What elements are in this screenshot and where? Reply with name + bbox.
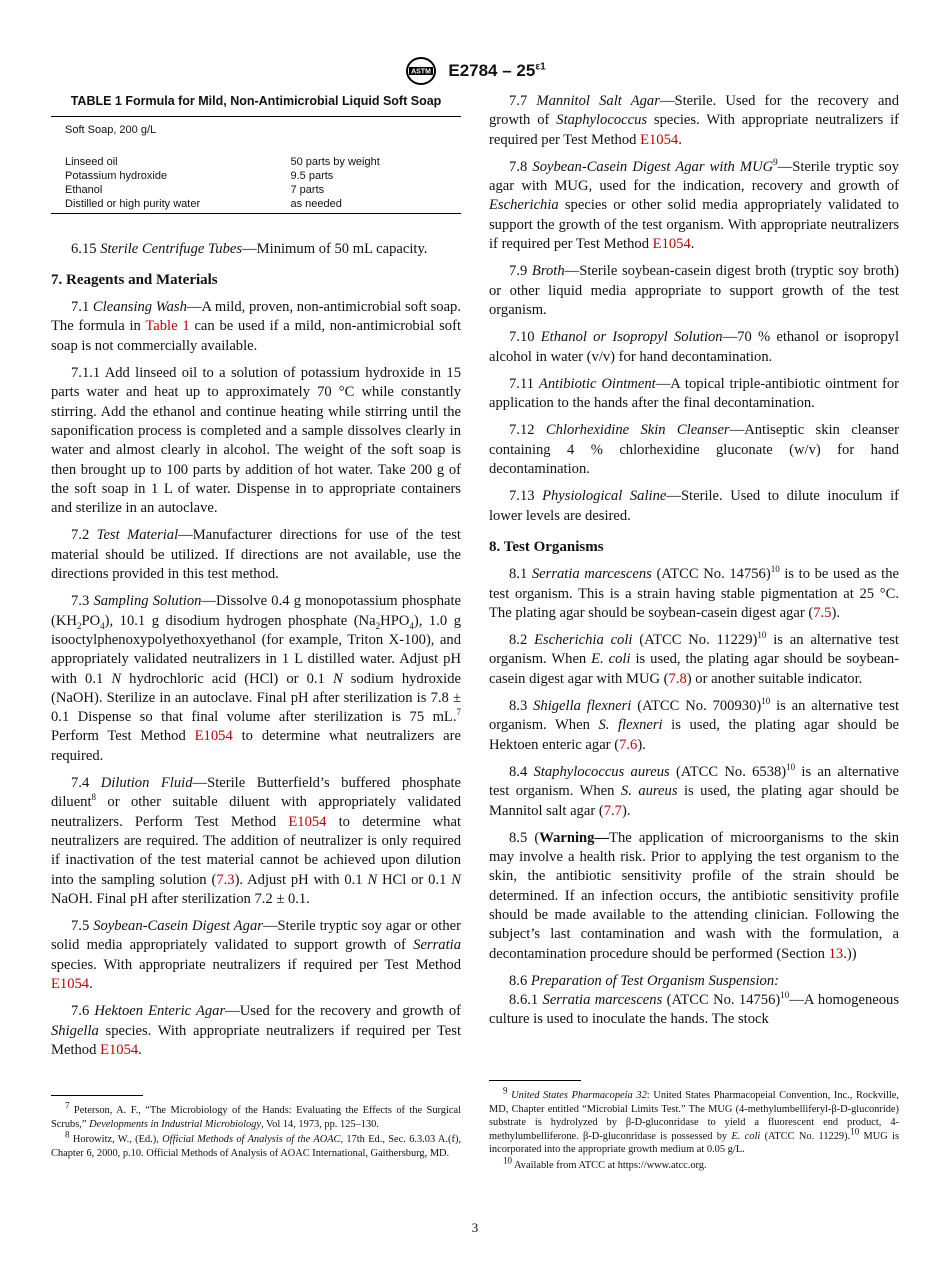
section-7-8: 7.8 Soybean-Casein Digest Agar with MUG$^9$—Sterile tryptic soy agar with MUG, used for the indication, recovery and growth of Escherichia species or other solid media appropriately validated to support the growth of the test organism. With appropriate neutralizers if required per Test Method E1054. [489, 157, 899, 253]
section-7-6-link[interactable]: 7.6 [619, 736, 638, 753]
section-6-15: 6.15 Sterile Centrifuge Tubes—Minimum of 50 mL capacity. [71, 240, 428, 257]
right-column [489, 92, 899, 1038]
amount-cell: as needed [290, 197, 342, 210]
section-8-heading: 8. Test Organisms [489, 538, 604, 555]
table-1-link[interactable]: Table 1 [145, 318, 190, 335]
footnote-divider [51, 1095, 143, 1096]
section-8-3: 8.3 Shigella flexneri (ATCC No. 700930)$^{10}$ is an alternative test organism. When S. flexneri is used, the plating agar should be Hektoen enteric agar (7.6). [489, 696, 900, 753]
left-column [51, 92, 461, 1068]
section-7-3: 7.3 Sampling Solution—Dissolve 0.4 g monopotassium phosphate $(KH_2PO_4)$, 10.1 g disodium hydrogen phosphate $(Na_2HPO_4)$, 1.0 g isooctylphenoxypolyethoxyethanol (for example, Triton X-100), and appropriately validated neutralizers in 1 L distilled water. Adjust pH with 0.1 N hydrochloric acid (HCl) or 0.1 N sodium hydroxide (NaOH). Sterilize in an autoclave. Final pH after sterilization is 7.8 ± 0.1 Dispense so that final volume after sterilization is 75 mL.$^7$ Perform Test Method E1054 to determine what neutralizers are required. [51, 593, 461, 764]
section-7-5-link[interactable]: 7.5 [813, 604, 832, 621]
section-8-2: 8.2 Escherichia coli (ATCC No. 11229)$^{10}$ is an alternative test organism. When E. coli is used, the plating agar should be soybean-casein digest agar with MUG (7.8) or another suitable indicator. [489, 630, 900, 687]
footnote-7: $^7$ Peterson, A. F., “The Microbiology of the Hands: Evaluating the Effects of the Surgical Scrubs,” Developments in Industrial Microbiology, Vol 14, 1973, pp. 125–130. [51, 1100, 461, 1130]
section-13-link[interactable]: 13 [828, 945, 844, 962]
e1054-link[interactable]: E1054 [640, 131, 679, 148]
section-8-6: 8.6 Preparation of Test Organism Suspension: [509, 972, 779, 989]
table-row [51, 155, 461, 169]
section-7-8-link[interactable]: 7.8 [668, 670, 687, 687]
table-row [51, 183, 461, 197]
section-7-1-1: 7.1.1 Add linseed oil to a solution of potassium hydroxide in 15 parts water and heat up to approximately 70 °C while constantly stirring. Add the ethanol and continue heating while stirring until the saponification process is completed and a sample dissolves clearly in water and almost clearly in alcohol. The weight of the soft soap is then brought up to 100 parts by addition of hot water. Take 200 g of the soft soap in 1 L of water. Dispense in to appropriate containers and sterilize in an autoclave. [51, 365, 461, 517]
section-8-5: 8.5 (Warning—The application of microorganisms to the skin may involve a health risk. Prior to applying the test organism to the skin, the antibiotic sensitivity profile of the strain should be determined. If an infection occurs, the antibiotic sensitivity profile should be made available to the attending clinician. Following the subject’s last contamination and wash with the formulation, a decontamination procedure should be performed (Section 13.)) [489, 829, 899, 962]
section-8-4: 8.4 Staphylococcus aureus (ATCC No. 6538)$^{10}$ is an alternative test organism. When S. aureus is used, the plating agar should be Mannitol salt agar (7.7). [489, 762, 900, 819]
section-7-1: 7.1 Cleansing Wash—A mild, proven, non-antimicrobial soft soap. The formula in Table 1 can be used if a mild, non-antimicrobial soft soap is not commercially available. [51, 299, 462, 354]
table-1-title: TABLE 1 Formula for Mild, Non-Antimicrobial Liquid Soft Soap [51, 92, 461, 117]
section-7-13: 7.13 Physiological Saline—Sterile. Used to dilute inoculum if lower levels are desired. [489, 488, 899, 524]
e1054-link[interactable]: E1054 [652, 236, 691, 253]
section-7-heading: 7. Reagents and Materials [51, 271, 218, 288]
astm-logo-icon [404, 56, 438, 86]
section-7-3-link[interactable]: 7.3 [216, 871, 235, 888]
ingredient-cell: Linseed oil [65, 155, 118, 168]
footnote-9: $^9$ United States Pharmacopeia 32: United States Pharmacopeial Convention, Inc., Rockville, MD, Chapter entitled “Microbial Limits Test.” The MUG (4-methylumbelliferyl-β-D-gluconride) substrate is hydrolyzed by β-D-gluconridase to yield a fluorescent end product, 4-methylumbelliferone. β-D-gluconridase is possessed by E. coli (ATCC No. 11229).$^{10}$ MUG is incorporated into the appropriate growth medium at 0.05 g/L. [489, 1085, 899, 1156]
section-7-11: 7.11 Antibiotic Ointment—A topical triple-antibiotic ointment for application to the hands after the final decontamination. [489, 375, 899, 412]
section-7-5: 7.5 Soybean-Casein Digest Agar—Sterile tryptic soy agar or other solid media appropriately validated to support growth of Serratia species. With appropriate neutralizers if required per Test Method E1054. [51, 918, 461, 992]
right-footnotes [489, 1085, 899, 1175]
section-7-7-link[interactable]: 7.7 [603, 802, 622, 819]
page-number: 3 [471, 1220, 479, 1235]
standard-designation: $E2784 - 25^{\varepsilon 1}$ [448, 61, 546, 80]
footnote-divider [489, 1080, 581, 1081]
amount-cell: 7 parts [290, 183, 325, 196]
table-1 [51, 121, 461, 213]
footnote-10: $^{10}$ Available from ATCC at https://www.atcc.org. [503, 1155, 707, 1171]
ingredient-cell: Potassium hydroxide [65, 169, 168, 182]
footnote-8: $^8$ Horowitz, W., (Ed.), Official Methods of Analysis of the AOAC, 17th Ed., Sec. 6.3.03 A.(f), Chapter 6, 2000, p.10. Official Methods of Analysis of AOAC International, Gaithersburg, MD. [51, 1129, 461, 1159]
section-7-6: 7.6 Hektoen Enteric Agar—Used for the recovery and growth of Shigella species. With appropriate neutralizers if required per Test Method E1054. [51, 1003, 462, 1058]
page-header [0, 56, 950, 86]
e1054-link[interactable]: E1054 [100, 1041, 139, 1058]
section-7-4: 7.4 Dilution Fluid—Sterile Butterfield’s buffered phosphate diluent$^8$ or other suitable diluent with appropriately validated neutralizers. Perform Test Method E1054 to determine what neutralizers are required. The addition of neutralizer is only required if inactivation of the test material cannot be achieved upon dilution into the sampling solution (7.3). Adjust pH with 0.1 N HCl or 0.1 N NaOH. Final pH after sterilization 7.2 ± 0.1. [51, 775, 462, 907]
e1054-link[interactable]: E1054 [51, 975, 90, 992]
e1054-link[interactable]: E1054 [194, 728, 233, 745]
svg-text:ASTM: ASTM [411, 68, 432, 76]
amount-cell: 50 parts by weight [290, 155, 380, 168]
section-7-7: 7.7 Mannitol Salt Agar—Sterile. Used for the recovery and growth of Staphylococcus species. With appropriate neutralizers if required per Test Method E1054. [489, 93, 900, 148]
amount-cell: 9.5 parts [290, 169, 334, 182]
table-row [51, 197, 461, 211]
table-1-subtitle: Soft Soap, 200 g/L [65, 124, 157, 137]
section-8-6-1: 8.6.1 Serratia marcescens (ATCC No. 14756)$^{10}$—A homogeneous culture is used to inoculate the hands. The stock [489, 990, 899, 1028]
table-row [51, 169, 461, 183]
ingredient-cell: Distilled or high purity water [65, 197, 201, 210]
left-footnotes [51, 1100, 461, 1162]
ingredient-cell: Ethanol [65, 183, 103, 196]
section-8-1: 8.1 Serratia marcescens (ATCC No. 14756)$^{10}$ is to be used as the test organism. This is a strain having stable pigmentation at 25 °C. The plating agar should be soybean-casein digest agar (7.5). [489, 564, 899, 621]
section-7-12: 7.12 Chlorhexidine Skin Cleanser—Antiseptic skin cleanser containing 4 % chlorhexidine gluconate (w/v) for hand decontamination. [489, 422, 899, 478]
e1054-link[interactable]: E1054 [288, 813, 327, 830]
section-7-10: 7.10 Ethanol or Isopropyl Solution—70 % ethanol or isopropyl alcohol in water (v/v) for hand decontamination. [489, 329, 899, 365]
section-7-2: 7.2 Test Material—Manufacturer directions for use of the test material should be utilized. If directions are not available, use the directions provided in this test method. [51, 527, 461, 583]
section-7-9: 7.9 Broth—Sterile soybean-casein digest broth (tryptic soy broth) or other liquid media appropriate to support growth of the test organism. [489, 263, 900, 318]
